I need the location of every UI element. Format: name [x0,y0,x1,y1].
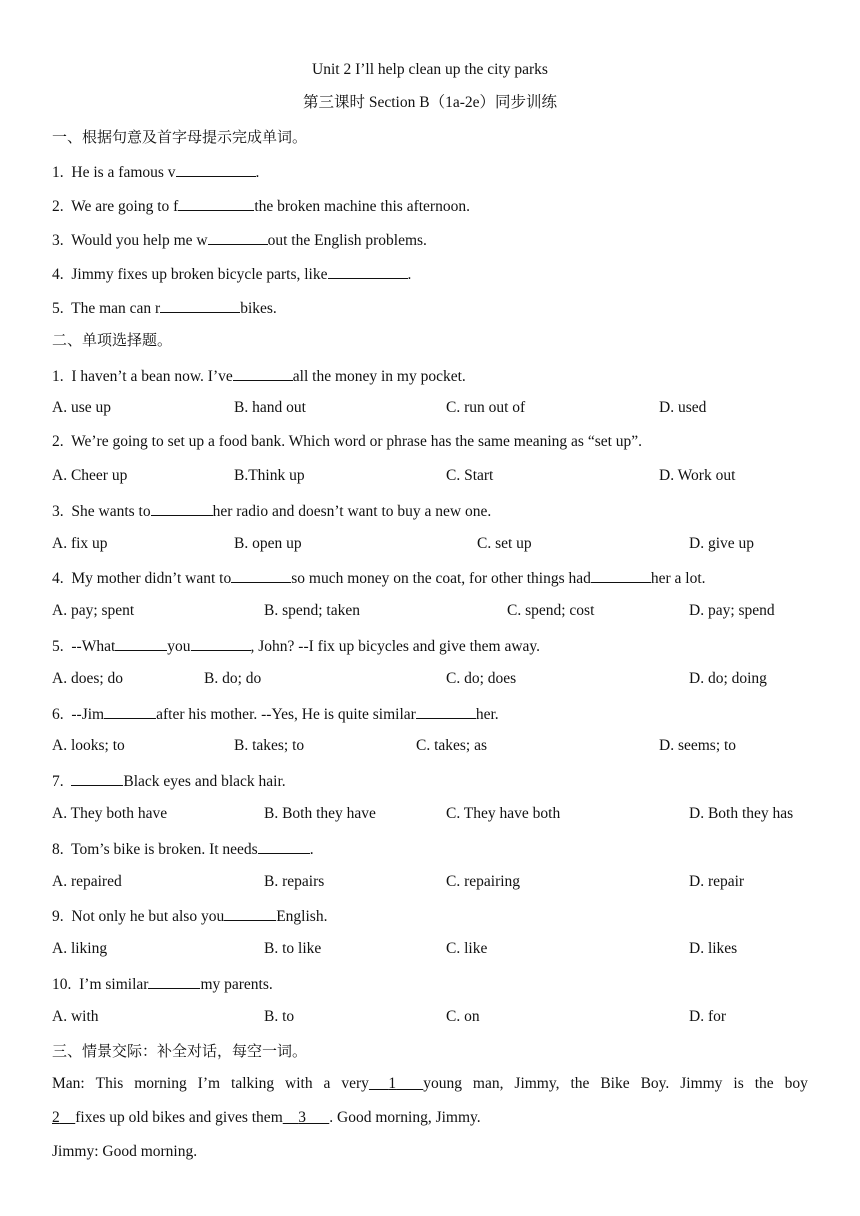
item-text: . [407,266,412,283]
speaker-label: Man: [52,1075,85,1092]
stem-text: Not only he but also you [71,908,225,925]
dialogue-word: young [423,1075,462,1092]
dialogue-word: This [95,1075,124,1092]
stem-text: She wants to [71,503,151,520]
item-number: 3. [52,232,64,249]
dialogue-word: man, [472,1075,504,1092]
answer-blank[interactable] [104,703,156,719]
dialogue-word: is [733,1075,744,1092]
option-a[interactable]: A. They both have [52,805,168,822]
option-b[interactable]: B. to [264,1008,295,1025]
option-c[interactable]: C. on [446,1008,480,1025]
answer-blank[interactable] [233,365,293,381]
option-c[interactable]: C. like [446,940,488,957]
question-stem [52,770,286,792]
option-d[interactable]: D. Work out [659,467,736,484]
section1-heading: 一、根据句意及首字母提示完成单词。 [52,128,308,146]
stem-text: my parents. [200,976,273,993]
answer-blank[interactable] [208,229,268,245]
question-stem [52,973,273,995]
stem-text: I haven’t a bean now. I’ve [71,368,233,385]
dialogue-text: fixes up old bikes and gives them [75,1109,283,1126]
stem-text: We’re going to set up a food bank. Which word or phrase has the same meaning as “set up”. [71,433,643,450]
item-text: bikes. [240,300,277,317]
option-d[interactable]: D. Both they has [689,805,794,822]
option-c[interactable]: C. run out of [446,399,526,416]
section3-heading: 三、情景交际：补全对话，每空一词。 [52,1042,308,1060]
dialogue-word: Jimmy, [514,1075,560,1092]
answer-blank[interactable] [71,770,123,786]
dialogue-word: boy [784,1075,808,1092]
stem-text: you [167,638,191,655]
stem-text: Black eyes and black hair. [123,773,286,790]
dialogue-word: Boy. [640,1075,670,1092]
answer-blank[interactable] [115,635,167,651]
option-a[interactable]: A. pay; spent [52,602,135,619]
fill-item [52,263,411,285]
question-stem [52,432,642,452]
page-subtitle: 第三课时 Section B（1a-2e）同步训练 [302,94,557,111]
option-a[interactable]: A. looks; to [52,737,125,754]
answer-blank[interactable] [591,567,651,583]
option-c[interactable]: C. do; does [446,670,517,687]
question-stem [52,905,327,927]
option-a[interactable]: A. liking [52,940,108,957]
item-number: 1. [52,164,64,181]
question-stem [52,365,466,387]
question-number: 2. [52,433,64,450]
option-c[interactable]: C. repairing [446,873,521,890]
dialogue-line [52,1108,481,1128]
option-b[interactable]: B. repairs [264,873,325,890]
stem-text: . [309,841,314,858]
stem-text: so much money on the coat, for other things had [291,570,591,587]
question-number: 5. [52,638,64,655]
option-b[interactable]: B. to like [264,940,322,957]
question-number: 8. [52,841,64,858]
option-d[interactable]: D. seems; to [659,737,737,754]
option-b[interactable]: B. do; do [204,670,262,687]
answer-blank[interactable] [416,703,476,719]
item-text: . [255,164,260,181]
item-number: 2. [52,198,64,215]
option-c[interactable]: C. Start [446,467,494,484]
question-number: 4. [52,570,64,587]
item-text: Jimmy fixes up broken bicycle parts, like [71,266,328,283]
item-text: He is a famous v [71,164,176,181]
stem-text: English. [276,908,328,925]
question-stem [52,838,314,860]
option-b[interactable]: B. open up [234,535,302,552]
answer-blank[interactable] [369,1075,423,1092]
stem-text: I’m similar [79,976,149,993]
question-number: 9. [52,908,64,925]
question-stem [52,703,499,725]
fill-item [52,195,470,217]
answer-blank[interactable] [178,195,254,211]
dialogue-line: Jimmy: Good morning. [52,1143,198,1160]
answer-blank[interactable] [328,263,408,279]
option-d[interactable]: D. pay; spend [689,602,775,619]
answer-blank[interactable] [283,1109,330,1126]
blank-number: 1 [388,1075,397,1092]
question-number: 7. [52,773,64,790]
option-b[interactable]: B. hand out [234,399,306,416]
blank-number: 3 [298,1109,306,1126]
item-text: The man can r [71,300,161,317]
question-number: 3. [52,503,64,520]
dialogue-word: with [285,1075,313,1092]
stem-text: her a lot. [650,570,706,587]
page-title: Unit 2 I’ll help clean up the city parks [312,61,548,78]
option-c[interactable]: C. They have both [446,805,561,822]
answer-blank[interactable] [148,973,200,989]
stem-text: all the money in my pocket. [292,368,466,385]
dialogue-word: the [754,1075,774,1092]
stem-text: after his mother. --Yes, He is quite similar [156,706,416,723]
option-a[interactable]: A. fix up [52,535,108,552]
dialogue-word: morning [134,1075,187,1092]
option-b[interactable]: B. Both they have [264,805,376,822]
option-a[interactable]: A. with [52,1008,99,1025]
stem-text: --Jim [71,706,105,723]
dialogue-text: . Good morning, Jimmy. [329,1109,481,1126]
question-stem [52,635,540,657]
answer-blank[interactable] [231,567,291,583]
option-d[interactable]: D. for [689,1008,727,1025]
answer-blank[interactable] [160,297,240,313]
item-text: out the English problems. [267,232,427,249]
stem-text: --What [71,638,116,655]
fill-item [52,161,259,183]
question-stem [52,567,706,589]
option-d[interactable]: D. do; doing [689,670,767,687]
option-d[interactable]: D. likes [689,940,738,957]
dialogue-word: talking [231,1075,275,1092]
dialogue-word: Bike [600,1075,630,1092]
option-a[interactable]: A. Cheer up [52,467,128,484]
option-c[interactable]: C. takes; as [416,737,488,754]
dialogue-word: very [341,1075,369,1092]
answer-blank[interactable] [191,635,251,651]
option-d[interactable]: D. give up [689,535,755,552]
item-text: Would you help me w [71,232,208,249]
option-a[interactable]: A. repaired [52,873,122,890]
answer-blank[interactable] [258,838,310,854]
question-number: 10. [52,976,72,993]
fill-item [52,297,277,319]
stem-text: her. [475,706,499,723]
option-c[interactable]: C. set up [477,535,532,552]
item-text: the broken machine this afternoon. [254,198,470,215]
dialogue-word: I’m [197,1075,221,1092]
dialogue-word: Jimmy [680,1075,723,1092]
question-number: 1. [52,368,64,385]
question-number: 6. [52,706,64,723]
fill-item [52,229,427,251]
option-d[interactable]: D. used [659,399,707,416]
section2-heading: 二、单项选择题。 [52,331,173,349]
answer-blank[interactable] [224,905,276,921]
stem-text: , John? --I fix up bicycles and give them away. [250,638,541,655]
stem-text: Tom’s bike is broken. It needs [71,841,258,858]
dialogue-line [52,1074,808,1094]
option-b[interactable]: B. takes; to [234,737,305,754]
blank-number: 2 [52,1109,60,1126]
stem-text: her radio and doesn’t want to buy a new one. [212,503,492,520]
option-b[interactable]: B. spend; taken [264,602,360,619]
item-number: 5. [52,300,64,317]
dialogue-word: the [570,1075,590,1092]
stem-text: My mother didn’t want to [71,570,232,587]
option-a[interactable]: A. use up [52,399,111,416]
option-d[interactable]: D. repair [689,873,745,890]
item-text: We are going to f [71,198,179,215]
question-stem [52,500,491,522]
option-c[interactable]: C. spend; cost [507,602,595,619]
item-number: 4. [52,266,64,283]
answer-blank[interactable] [176,161,256,177]
answer-blank[interactable] [151,500,213,516]
dialogue-word: a [323,1075,331,1092]
answer-blank[interactable] [52,1109,75,1126]
option-a[interactable]: A. does; do [52,670,124,687]
option-b[interactable]: B.Think up [234,467,305,484]
